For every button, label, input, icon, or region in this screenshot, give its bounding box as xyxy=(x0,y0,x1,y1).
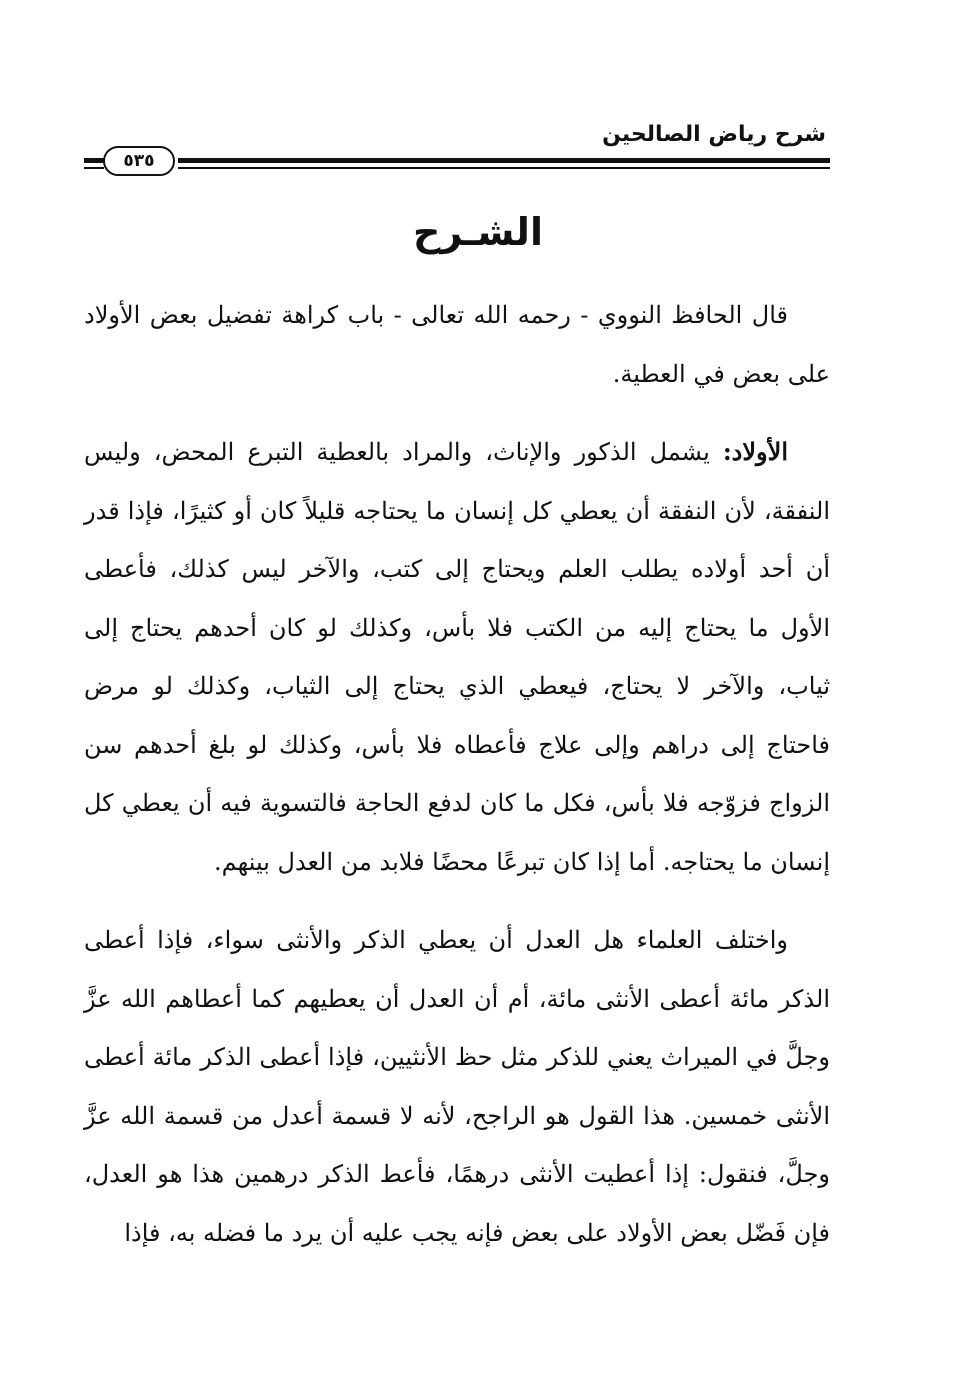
page-number: ٥٣٥ xyxy=(103,146,175,176)
section-heading: الشـرح xyxy=(413,210,543,254)
paragraph-text: واختلف العلماء هل العدل أن يعطي الذكر والأنثى سواء، فإذا أعطى الذكر مائة أعطى الأنثى مائة، أم أن العدل أن يعطيهم كما أعطاهم الله عزَّ وجلَّ في الميراث يعني للذكر مثل حظ الأنثيين، فإذا أعطى الذكر مائة أعطى الأنثى خمسين. هذا القول هو الراجح، لأنه لا قسمة أعدل من قسمة الله عزَّ وجلَّ، فنقول: إذا أعطيت الأنثى درهمًا، فأعط الذكر درهمين هذا هو العدل، فإن فَضّل بعض الأولاد على بعض فإنه يجب عليه أن يرد ما فضله به، فإذا xyxy=(84,926,831,1247)
paragraph-text: قال الحافظ النووي - رحمه الله تعالى - باب كراهة تفضيل بعض الأولاد على بعض في العطية. xyxy=(84,301,830,388)
header-rule-thick xyxy=(178,158,830,163)
body-text xyxy=(84,286,830,1282)
header-rule-thin xyxy=(178,167,830,169)
paragraph-2 xyxy=(84,423,830,891)
paragraph-text: يشمل الذكور والإناث، والمراد بالعطية التبرع المحض، وليس النفقة، لأن النفقة أن يعطي كل إنسان ما يحتاجه قليلاً كان أو كثيرًا، فإذا قدر أن أحد أولاده يطلب العلم ويحتاج إلى كتب، والآخر ليس كذلك، فأعطى الأول ما يحتاج إليه من الكتب فلا بأس، وكذلك لو كان أحدهم يحتاج إلى ثياب، والآخر لا يحتاج، فيعطي الذي يحتاج إلى الثياب، وكذلك لو مرض فاحتاج إلى دراهم وإلى علاج فأعطاه فلا بأس، وكذلك لو بلغ أحدهم سن الزواج فزوّجه فلا بأس، فكل ما كان لدفع الحاجة فالتسوية فيه أن يعطي كل إنسان ما يحتاجه. أما إذا كان تبرعًا محضًا فلابد من العدل بينهم. xyxy=(84,438,830,876)
paragraph-3 xyxy=(84,911,830,1262)
header-rule-stub-thick xyxy=(84,158,104,163)
paragraph-1 xyxy=(84,286,830,403)
header-rule-stub-thin xyxy=(84,167,104,169)
running-title: شرح رياض الصالحين xyxy=(602,122,826,147)
paragraph-lead-term: الأولاد: xyxy=(722,437,788,466)
